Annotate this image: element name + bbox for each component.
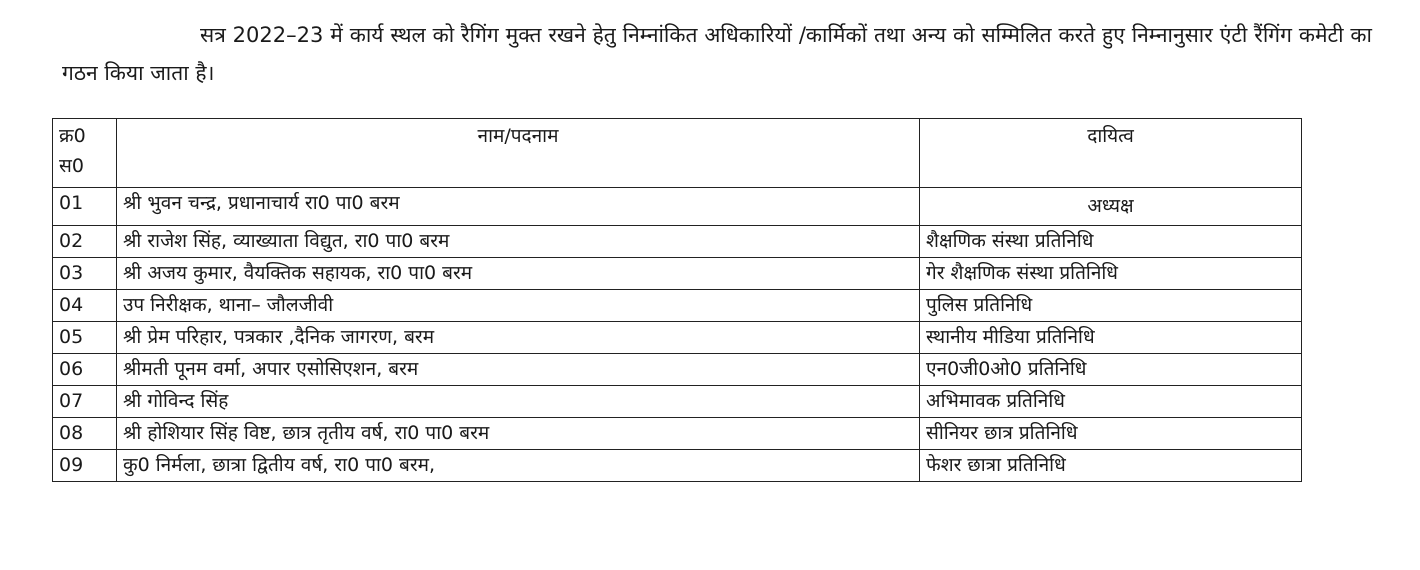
row-name: श्री प्रेम परिहार, पत्रकार ,दैनिक जागरण, बरम: [116, 322, 919, 354]
row-responsibility: गेर शैक्षणिक संस्था प्रतिनिधि: [920, 258, 1302, 290]
table-row: [53, 290, 1302, 322]
row-name: श्री गोविन्द सिंह: [116, 386, 919, 418]
row-serial-number: 01: [53, 188, 117, 226]
table-row: [53, 322, 1302, 354]
table-header-row: [53, 119, 1302, 188]
table-row: [53, 450, 1302, 482]
row-serial-number: 09: [53, 450, 117, 482]
row-responsibility: स्थानीय मीडिया प्रतिनिधि: [920, 322, 1302, 354]
row-responsibility: पुलिस प्रतिनिधि: [920, 290, 1302, 322]
row-name: कु0 निर्मला, छात्रा द्वितीय वर्ष, रा0 पा0 बरम,: [116, 450, 919, 482]
row-serial-number: 06: [53, 354, 117, 386]
table-row: [53, 226, 1302, 258]
table-row: [53, 258, 1302, 290]
anti-ragging-committee-table: [52, 118, 1302, 482]
row-serial-number: 08: [53, 418, 117, 450]
row-responsibility: एन0जी0ओ0 प्रतिनिधि: [920, 354, 1302, 386]
row-serial-number: 05: [53, 322, 117, 354]
row-responsibility: सीनियर छात्र प्रतिनिधि: [920, 418, 1302, 450]
header-responsibility: दायित्व: [920, 119, 1302, 188]
row-name: श्री भुवन चन्द्र, प्रधानाचार्य रा0 पा0 बरम: [116, 188, 919, 226]
row-serial-number: 07: [53, 386, 117, 418]
header-name-designation: नाम/पदनाम: [116, 119, 919, 188]
header-serial-number: क्र0 स0: [53, 119, 117, 188]
row-responsibility: अभिमावक प्रतिनिधि: [920, 386, 1302, 418]
row-responsibility: शैक्षणिक संस्था प्रतिनिधि: [920, 226, 1302, 258]
table-row: [53, 386, 1302, 418]
row-name: श्री राजेश सिंह, व्याख्याता विद्युत, रा0 पा0 बरम: [116, 226, 919, 258]
table-row: [53, 354, 1302, 386]
table-row: [53, 418, 1302, 450]
table-row: [53, 188, 1302, 226]
row-name: श्री होशियार सिंह विष्ट, छात्र तृतीय वर्ष, रा0 पा0 बरम: [116, 418, 919, 450]
row-name: श्री अजय कुमार, वैयक्तिक सहायक, रा0 पा0 बरम: [116, 258, 919, 290]
intro-paragraph: सत्र 2022–23 में कार्य स्थल को रैगिंग मुक्त रखने हेतु निम्नांकित अधिकारियों /कार्मिकों तथा अन्य को सम्मिलित करते हुए निम्नानुसार एंटी रैंगिंग कमेटी का गठन किया जाता है।: [62, 23, 1372, 85]
row-serial-number: 02: [53, 226, 117, 258]
row-responsibility: फेशर छात्रा प्रतिनिधि: [920, 450, 1302, 482]
row-name: उप निरीक्षक, थाना– जौलजीवी: [116, 290, 919, 322]
row-responsibility: अध्यक्ष: [920, 188, 1302, 226]
row-name: श्रीमती पूनम वर्मा, अपार एसोसिएशन, बरम: [116, 354, 919, 386]
row-serial-number: 04: [53, 290, 117, 322]
row-serial-number: 03: [53, 258, 117, 290]
